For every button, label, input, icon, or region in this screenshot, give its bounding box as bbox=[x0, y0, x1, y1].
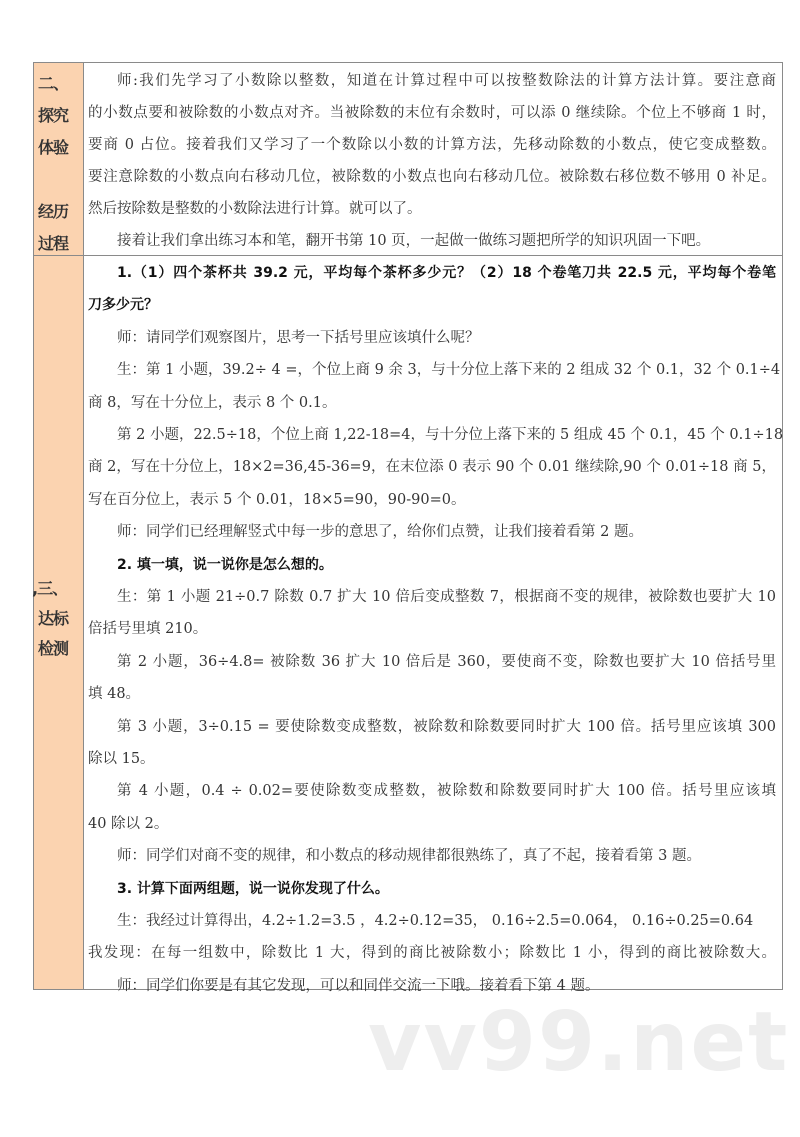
watermark: vv99.net bbox=[368, 995, 790, 1090]
text-line: 的小数点要和被除数的小数点对齐。当被除数的末位有余数时，可以添 0 继续除。个位上不够商 1 时， bbox=[88, 105, 776, 121]
label-text: 检测 bbox=[38, 639, 69, 658]
text-line: 商 8，写在十分位上，表示 8 个 0.1。 bbox=[88, 394, 337, 411]
text-line: 倍括号里填 210。 bbox=[88, 621, 208, 638]
text-line: 师：同学们已经理解竖式中每一步的意思了，给你们点赞，让我们接着看第 2 题。 bbox=[117, 524, 643, 541]
question-heading: 刀多少元？ bbox=[88, 297, 158, 314]
text-line: 师：同学们你要是有其它发现，可以和同伴交流一下哦。接着看下第 4 题。 bbox=[117, 977, 600, 994]
text-line: 我发现：在每一组数中，除数比 1 大，得到的商比被除数小；除数比 1 小，得到的商比被除数大。 bbox=[88, 945, 776, 962]
text-line: 商 2，写在十分位上，18×2=36,45-36=9，在末位添 0 表示 90 个 0.01 继续除,90 个 0.01÷18 商 5， bbox=[88, 459, 776, 476]
text-line: 写在百分位上，表示 5 个 0.01，18×5=90，90-90=0。 bbox=[88, 491, 466, 508]
label-text: 经历 bbox=[38, 202, 69, 221]
text-line: 除以 15。 bbox=[88, 751, 155, 767]
section-label bbox=[34, 63, 84, 255]
section-explore bbox=[34, 63, 782, 256]
label-text: 达标 bbox=[38, 609, 69, 628]
question-heading: 2. 填一填，说一说你是怎么想的。 bbox=[117, 556, 333, 573]
lesson-table bbox=[32, 62, 784, 994]
question-heading: 1.（1）四个茶杯共 39.2 元，平均每个茶杯多少元？（2）18 个卷笔刀共 22.5 元，平均每个卷笔 bbox=[117, 265, 776, 281]
text-line: 第 3 小题，3÷0.15 = 要使除数变成整数，被除数和除数要同时扩大 100 倍。括号里应该填 300 bbox=[117, 718, 776, 735]
text-line: 接着让我们拿出练习本和笔，翻开书第 10 页，一起做一做练习题把所学的知识巩固一下吧。 bbox=[117, 233, 711, 249]
text-line: 40 除以 2。 bbox=[88, 815, 169, 832]
section-label bbox=[34, 256, 84, 989]
text-line: 生：第 1 小题，39.2÷ 4 =，个位上商 9 余 3，与十分位上落下来的 2 组成 32 个 0.1，32 个 0.1÷4 bbox=[117, 362, 781, 379]
label-text: 探究 bbox=[38, 106, 69, 125]
text-line: 要商 0 占位。接着我们又学习了一个数除以小数的计算方法，先移动除数的小数点，使它变成整数。 bbox=[88, 137, 776, 153]
text-line: 第 2 小题，36÷4.8= 被除数 36 扩大 10 倍后是 360，要使商不变，除数也要扩大 10 倍括号里 bbox=[117, 653, 776, 670]
text-line: 要注意除数的小数点向右移动几位，被除数的小数点也向右移动几位。被除数右移位数不够用 0 补足。 bbox=[88, 169, 776, 185]
label-text: 过程 bbox=[38, 234, 69, 253]
label-text: ,三、 bbox=[32, 579, 68, 598]
text-line: 填 48。 bbox=[88, 686, 141, 703]
label-text: 二、 bbox=[38, 74, 69, 93]
section-assessment bbox=[32, 256, 784, 994]
text-line: 师：请同学们观察图片，思考一下括号里应该填什么呢？ bbox=[117, 329, 480, 346]
label-text: 体验 bbox=[38, 138, 69, 157]
text-line: 师：同学们对商不变的规律，和小数点的移动规律都很熟练了，真了不起，接着看第 3 题。 bbox=[117, 848, 701, 865]
text-line: 第 2 小题，22.5÷18，个位上商 1,22-18=4，与十分位上落下来的 5 组成 45 个 0.1，45 个 0.1÷18 bbox=[117, 427, 784, 443]
question-heading: 3. 计算下面两组题，说一说你发现了什么。 bbox=[117, 880, 389, 897]
text-line: 第 4 小题，0.4 ÷ 0.02=要使除数变成整数，被除数和除数要同时扩大 100 倍。括号里应该填 bbox=[117, 783, 776, 800]
text-line: 生：我经过计算得出，4.2÷1.2=3.5 ，4.2÷0.12=35， 0.16÷2.5=0.064， 0.16÷0.25=0.64 bbox=[117, 913, 754, 929]
text-line: 然后按除数是整数的小数除法进行计算。就可以了。 bbox=[88, 201, 422, 217]
text-line: 师:我们先学习了小数除以整数，知道在计算过程中可以按整数除法的计算方法计算。要注意商 bbox=[117, 73, 776, 89]
text-line: 生：第 1 小题 21÷0.7 除数 0.7 扩大 10 倍后变成整数 7，根据商不变的规律，被除数也要扩大 10 bbox=[117, 589, 776, 605]
